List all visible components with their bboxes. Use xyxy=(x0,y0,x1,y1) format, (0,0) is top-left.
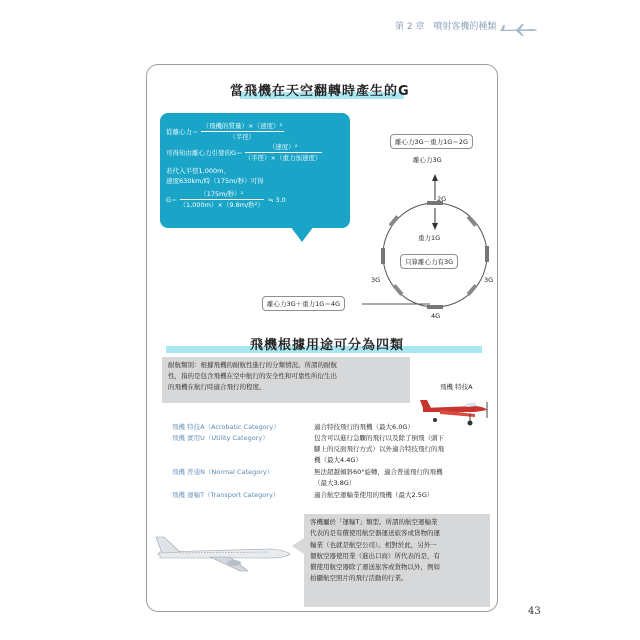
category-desc xyxy=(314,467,492,489)
note-line: 輸業（也就是航空公司）。相對於此，另外一 xyxy=(310,540,437,549)
callout-side: 只算離心力有3G xyxy=(400,254,458,269)
category-desc-line: 腳上的反面飛行方式）以外適合特技飛行的飛 xyxy=(314,445,444,453)
formula-denominator-1: （半徑） xyxy=(229,133,256,141)
note-tail xyxy=(292,538,304,554)
airliner-icon xyxy=(150,525,300,585)
chapter-label: 第 2 章 xyxy=(395,22,425,32)
label-right-g: 3G xyxy=(484,276,494,284)
formula-result: ≒ 3.0 xyxy=(267,195,286,204)
loop-diagram xyxy=(370,170,500,320)
chapter-title: 噴射客機的種類 xyxy=(433,22,497,32)
formula-substitution-1: 若代入半徑1,000m、 xyxy=(166,167,230,175)
page-number: 43 xyxy=(528,606,541,617)
formula-denominator-2: （半徑）×（重力加速度） xyxy=(244,154,322,162)
running-header xyxy=(395,19,502,32)
airworthiness-intro xyxy=(162,357,410,403)
category-name: 飛機 運輸T（Transport Category） xyxy=(172,491,280,499)
intro-line: 性，指的是包含飛機在空中航行的安全性和可靠性所衍生出 xyxy=(168,372,337,380)
callout-bottom-pointer xyxy=(362,300,432,308)
section-title-categories: 飛機根據用途可分為四類 xyxy=(250,338,405,353)
formula-numerator-5: （175m/秒）² xyxy=(180,189,264,200)
formula-label-5: G＝ xyxy=(166,195,178,204)
transport-note xyxy=(304,514,490,607)
formula-numerator-1: （飛機的質量）×（速度）² xyxy=(202,122,283,130)
formula-label-2: 可得知由離心力引發的G＝ xyxy=(166,148,243,157)
category-desc xyxy=(314,422,492,433)
category-desc xyxy=(314,433,492,466)
category-desc-line: 機（最大4.4G） xyxy=(314,456,362,464)
formula-box xyxy=(160,113,350,228)
label-top-g: 2G xyxy=(437,195,447,203)
label-bottom-g: 4G xyxy=(431,312,441,320)
formula-box-tail xyxy=(290,226,314,242)
formula-substitution-2: 速度630km/時（175m/秒）可得 xyxy=(166,177,264,185)
note-line: 個航空器使用業（進出口商）所代表的是，有 xyxy=(310,551,440,560)
label-centrifugal-top: 離心力3G xyxy=(413,156,442,164)
category-list xyxy=(172,422,492,501)
intro-line: 耐航類別：根據飛機的耐航性進行的分類情況。所謂的耐航 xyxy=(168,361,337,369)
category-name: 飛機 實用U（Utility Category） xyxy=(172,434,269,442)
note-line: 拍攝航空照片的飛行活動的行業。 xyxy=(310,574,408,583)
callout-bottom: 離心力3G＋重力1G＝4G xyxy=(262,296,345,311)
callout-top: 離心力3G－重力1G＝2G xyxy=(390,134,473,149)
section-title-g-force: 當飛機在天空翻轉時產生的G xyxy=(230,84,410,99)
note-line: 客機屬於「運輸T」類型。所謂的航空運輸業 xyxy=(310,518,438,526)
category-row xyxy=(172,490,492,501)
label-gravity: 重力1G xyxy=(418,234,441,242)
category-desc-line: （最大3.8G） xyxy=(314,479,356,487)
category-row xyxy=(172,422,492,433)
formula-numerator-2: （速度）² xyxy=(245,142,322,153)
label-left-g: 3G xyxy=(371,276,381,284)
note-line: 償使用航空器除了運送旅客或貨物以外，例如 xyxy=(310,563,440,572)
category-desc-line: 包含可以進行急驟的飛行以及除了倒飛（頭下 xyxy=(314,434,444,442)
category-desc xyxy=(314,490,492,501)
category-row xyxy=(172,467,492,489)
category-name: 飛機 特技A（Acrobatic Category） xyxy=(172,423,280,431)
header-plane-icon xyxy=(500,24,540,36)
note-line: 代表的是有償使用航空器運送旅客或貨物的運 xyxy=(310,529,440,538)
category-row xyxy=(172,433,492,466)
plane-label-acrobatic: 飛機 特技A xyxy=(440,383,473,391)
formula-denominator-5: （1,000m）×（9.8m/秒²） xyxy=(179,201,264,209)
category-desc-line: 適合航空運輸業使用的飛機（最大2.5G） xyxy=(314,491,434,499)
intro-line: 的飛機在航行時適合飛行的程度。 xyxy=(168,383,266,391)
formula-label-1: 從離心力＝ xyxy=(166,127,199,136)
category-desc-line: 無法超越傾斜60°旋轉，適合普通飛行的飛機 xyxy=(314,468,443,476)
category-desc-line: 適合特技飛行的飛機（最大6.0G） xyxy=(314,423,414,431)
category-name: 飛機 普通N（Normal Category） xyxy=(172,468,274,476)
